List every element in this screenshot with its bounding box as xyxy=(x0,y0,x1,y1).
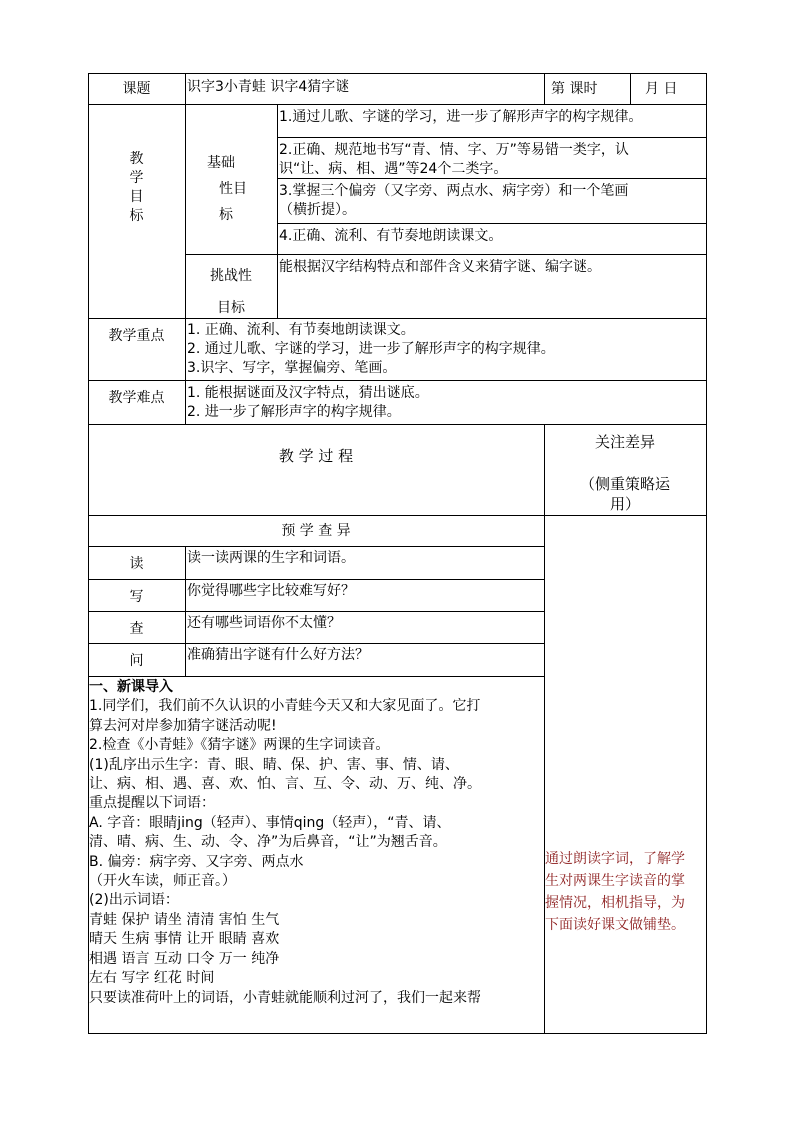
basic-objective-3: 3.掌握三个偏旁（又字旁、两点水、病字旁）和一个笔画 （横折提）。 xyxy=(279,183,629,218)
difficulties-list: 1. 能根据谜面及汉字特点，猜出谜底。 2. 进一步了解形声字的构字规律。 xyxy=(187,385,429,420)
lesson-title: 识字3小青蛙 识字4猜字谜 xyxy=(187,79,350,95)
preview-label-ask: 问 xyxy=(129,653,144,669)
objectives-label: 教 学 目 标 xyxy=(129,151,144,224)
differences-title: 关注差异 xyxy=(594,433,655,451)
preview-text-write: 你觉得哪些字比较难写好？ xyxy=(187,583,355,599)
strategy-note: 通过朗读字词，了解学 生对两课生字读音的掌 握情况，相机指导，为 下面读好课文做铺垫。 xyxy=(545,851,685,933)
lesson-body: 一、新课导入 1.同学们，我们前不久认识的小青蛙今天又和大家见面了。它打 算去河对岸参加猜字谜活动呢! 2.检查《小青蛙》《猜字谜》两课的生字词读音。 (1)乱序出示生字：青、眼、睛、保、护、害、事、情、请、 让、病、相、遇、喜、欢、怕、言、互、令、动、万、纯、净。 重点提醒以下词语： A. 字音：眼睛jing（轻声）、事情qing（轻声），“青、请、 清、晴、病、生、动、令、净”为后鼻音，“让”为翘舌音。 B. 偏旁：病字旁、又字旁、两点水 （开火车读，师正音。） (2)出示词语： 青蛙 保护 请坐 清清 害怕 生气 晴天 生病 事情 让开 眼睛 喜欢 相遇 语言 互动 口令 万一 纯净 左右 写字 红花 时间 只要读准荷叶上的词语，小青蛙就能顺利过河了，我们一起来帮 xyxy=(89,679,481,1006)
preview-text-read: 读一读两课的生字和词语。 xyxy=(187,550,355,566)
process-title: 教 学 过 程 xyxy=(278,447,354,465)
preview-title: 预 学 查 异 xyxy=(281,523,351,539)
challenge-objectives-label: 挑战性 目标 xyxy=(210,268,252,316)
challenge-objective: 能根据汉字结构特点和部件含义来猜字谜、编字谜。 xyxy=(279,259,601,275)
key-points-list: 1. 正确、流利、有节奏地朗读课文。 2. 通过儿歌、字谜的学习，进一步了解形声字的构字规律。 3.识字、写字，掌握偏旁、笔画。 xyxy=(187,322,555,376)
differences-subtitle: （侧重策略运 用） xyxy=(579,475,670,513)
basic-objective-2: 2.正确、规范地书写“青、情、字、万”等易错一类字，认 识“让、病、相、遇”等24个二类字。 xyxy=(279,142,629,177)
basic-objective-4: 4.正确、流利、有节奏地朗读课文。 xyxy=(279,228,503,244)
preview-text-check: 还有哪些词语你不太懂？ xyxy=(187,615,341,631)
date-label: 月 日 xyxy=(645,81,678,97)
difficulties-label: 教学难点 xyxy=(108,390,165,406)
lesson-heading: 一、新课导入 xyxy=(89,679,173,695)
lesson-period-label: 第 课时 xyxy=(551,81,598,97)
key-points-label: 教学重点 xyxy=(108,328,165,344)
preview-label-read: 读 xyxy=(129,556,144,572)
basic-objectives-label: 基础 性目 标 xyxy=(207,155,247,223)
preview-label-check: 查 xyxy=(129,621,144,637)
title-label: 课题 xyxy=(122,81,151,97)
preview-text-ask: 准确猜出字谜有什么好方法？ xyxy=(187,647,369,663)
preview-label-write: 写 xyxy=(129,589,144,605)
basic-objective-1: 1.通过儿歌、字谜的学习，进一步了解形声字的构字规律。 xyxy=(279,109,643,125)
